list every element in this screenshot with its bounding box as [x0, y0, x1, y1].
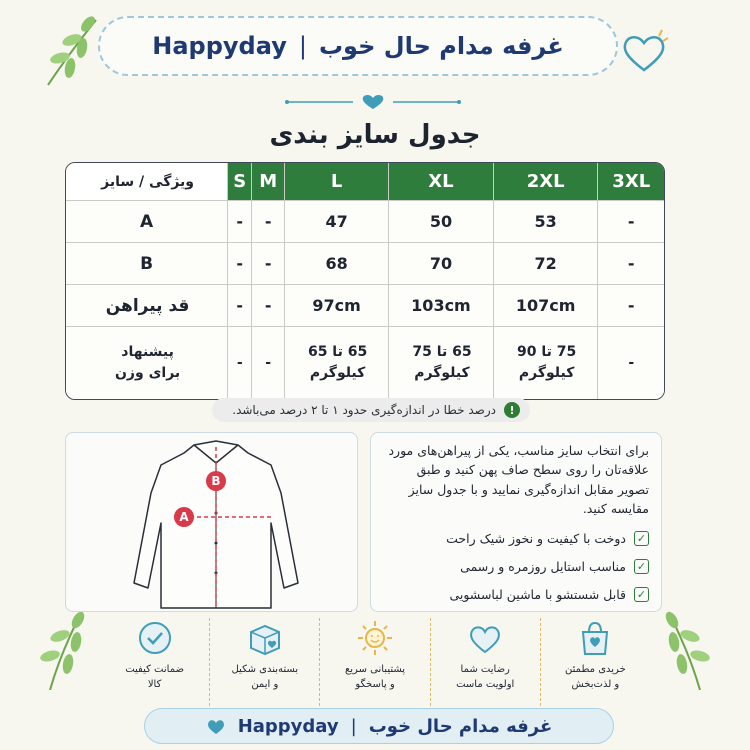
measurement-info-panel [370, 432, 662, 612]
heart-divider [283, 94, 463, 110]
leaf-branch-bottom-left [30, 610, 100, 690]
check-item-text: دوخت با کیفیت و نخوز شیک راحت [446, 530, 626, 546]
feature-quality [100, 618, 210, 706]
table-cell: - [252, 201, 285, 243]
leaf-branch-bottom-right [650, 610, 720, 690]
feature-sublabel: و پاسخگو [355, 679, 395, 690]
table-cell: - [228, 243, 252, 285]
note-text: درصد خطا در اندازه‌گیری حدود ۱ تا ۲ درصد می‌باشد. [232, 403, 496, 417]
table-cell: 72 [494, 243, 599, 285]
footer-separator: | [350, 715, 357, 737]
list-item [383, 529, 649, 548]
feature-label: ضمانت کیفیت [125, 664, 184, 675]
table-cell: - [252, 243, 285, 285]
list-item [383, 557, 649, 576]
feature-safe-shopping [541, 618, 650, 706]
size-header-s: S [228, 163, 252, 201]
instruction-text: برای انتخاب سایز مناسب، یکی از پیراهن‌های مورد علاقه‌تان را روی سطح صاف پهن کنید و طبق تصویر مقابل اندازه‌گیری نمایید و با جدول سایز مقایسه کنید. [388, 443, 649, 517]
table-row [66, 201, 664, 243]
shopping-bag-heart-icon [575, 618, 615, 658]
heart-outline-icon [618, 26, 670, 78]
table-cell: 50 [389, 201, 494, 243]
feature-label: خریدی مطمئن [565, 664, 626, 675]
table-cell: - [598, 327, 664, 399]
table-cell: 107cm [494, 285, 599, 327]
table-cell: - [598, 285, 664, 327]
table-cell: 103cm [389, 285, 494, 327]
table-cell: - [252, 285, 285, 327]
row-label: پیشنهاد برای وزن [66, 327, 228, 399]
feature-satisfaction [431, 618, 541, 706]
package-heart-icon [245, 618, 285, 658]
table-row [66, 327, 664, 399]
feature-support [320, 618, 430, 706]
table-cell: - [598, 201, 664, 243]
check-item-text: مناسب استایل روزمره و رسمی [460, 558, 626, 574]
table-row [66, 285, 664, 327]
table-cell: 65 تا 75 کیلوگرم [389, 327, 494, 399]
table-cell: 65 تا 65 کیلوگرم [285, 327, 389, 399]
corner-header: ویژگی / سایز [66, 163, 228, 201]
footer-brand: Happyday [237, 715, 339, 737]
table-header-row [66, 163, 664, 201]
header-separator: | [298, 32, 307, 60]
checkbox-icon: ✓ [634, 559, 649, 574]
table-cell: 97cm [285, 285, 389, 327]
feature-label: پشتیبانی سریع [344, 664, 406, 675]
table-row [66, 243, 664, 285]
badge-check-icon [135, 618, 175, 658]
feature-sublabel: و ایمن [251, 679, 279, 690]
size-header-l: L [285, 163, 389, 201]
label-a-marker: A [174, 507, 194, 527]
table-cell: 70 [389, 243, 494, 285]
checkbox-icon: ✓ [634, 587, 649, 602]
table-cell: - [228, 201, 252, 243]
feature-check-list [383, 529, 649, 605]
table-cell: 53 [494, 201, 599, 243]
feature-packaging [210, 618, 320, 706]
feature-sublabel: کالا [147, 679, 162, 690]
table-cell: - [252, 327, 285, 399]
check-item-text: قابل شستشو با ماشین لباسشویی [449, 587, 626, 603]
size-header-xl: XL [389, 163, 494, 201]
brand-name: Happyday [152, 32, 287, 60]
checkbox-icon: ✓ [634, 531, 649, 546]
sun-smile-icon [355, 618, 395, 658]
label-b-marker: B [206, 471, 226, 491]
header-banner [98, 16, 618, 76]
size-header-m: M [252, 163, 285, 201]
shirt-diagram [66, 433, 359, 613]
footer-banner [144, 708, 614, 744]
row-label: A [66, 201, 228, 243]
size-chart-table [65, 162, 665, 400]
feature-label: بسته‌بندی شکیل [231, 664, 299, 675]
table-cell: - [228, 285, 252, 327]
table-cell: 75 تا 90 کیلوگرم [494, 327, 599, 399]
row-label: قد پیراهن [66, 285, 228, 327]
heart-icon [206, 717, 226, 735]
table-cell: 47 [285, 201, 389, 243]
shirt-measurement-panel [65, 432, 358, 612]
table-cell: - [598, 243, 664, 285]
measurement-error-note [212, 398, 530, 422]
exclamation-icon: ! [504, 402, 520, 418]
table-cell: - [228, 327, 252, 399]
table-cell: 68 [285, 243, 389, 285]
page-title: جدول سایز بندی [269, 120, 481, 150]
size-header-2xl: 2XL [494, 163, 599, 201]
feature-sublabel: و لذت‌بخش [571, 679, 620, 690]
feature-sublabel: اولویت ماست [456, 679, 515, 690]
heart-icon [465, 618, 505, 658]
footer-shop-name: غرفه مدام حال خوب [368, 715, 553, 737]
features-row [100, 618, 650, 706]
size-header-3xl: 3XL [598, 163, 664, 201]
feature-label: رضایت شما [460, 664, 510, 675]
list-item [383, 585, 649, 604]
shop-name: غرفه مدام حال خوب [318, 32, 564, 60]
row-label: B [66, 243, 228, 285]
